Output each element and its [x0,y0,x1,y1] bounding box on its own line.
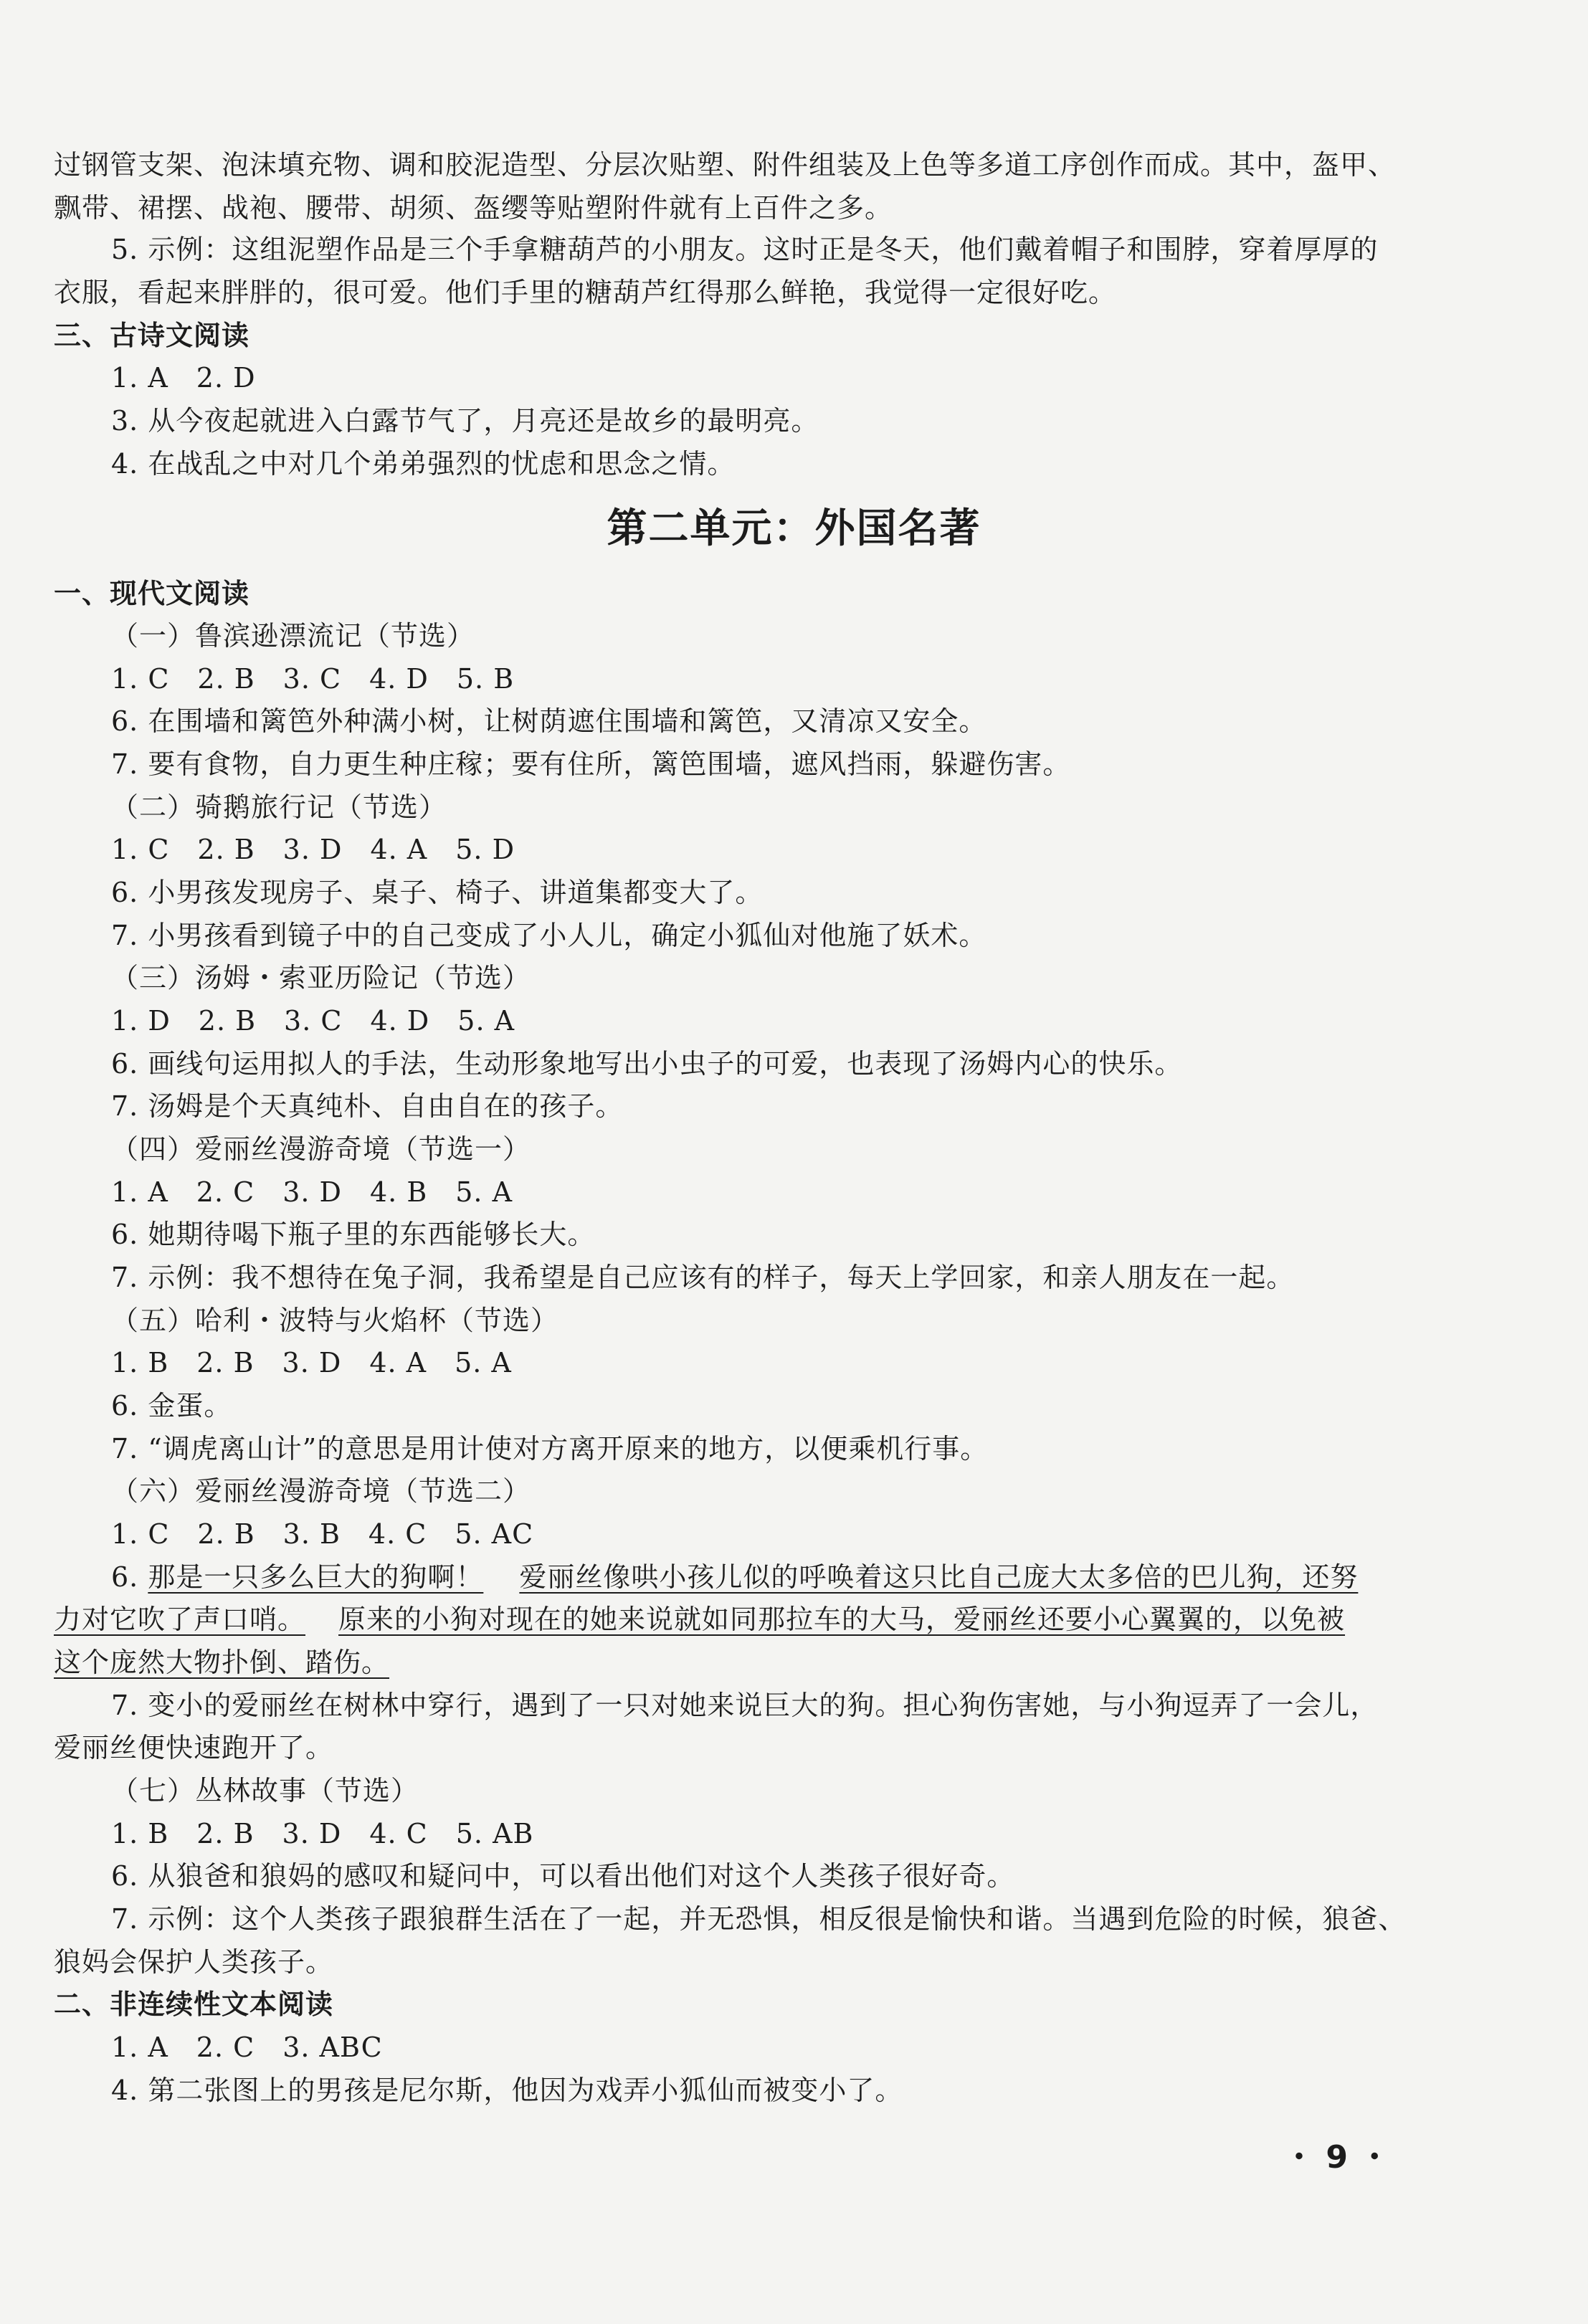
section-1-choices: 1. C 2. B 3. C 4. D 5. B [111,663,515,695]
section-2-answer-7: 7. 小男孩看到镜子中的自己变成了小人儿，确定小狐仙对他施了妖术。 [111,920,987,951]
underlined-sentence-3b: 这个庞然大物扑倒、踏伤。 [54,1647,390,1678]
underlined-sentence-2a: 爱丽丝像哄小孩儿似的呼唤着这只比自己庞大太多倍的巴儿狗，还努 [519,1561,1359,1593]
noncontinuous-answer-4: 4. 第二张图上的男孩是尼尔斯，他因为戏弄小狐仙而被变小了。 [111,2075,903,2106]
poetry-answer-4: 4. 在战乱之中对几个弟弟强烈的忧虑和思念之情。 [111,448,736,480]
noncontinuous-answer-1-3: 1. A 2. C 3. ABC [111,2032,383,2063]
section-7-title: （七）丛林故事（节选） [111,1775,419,1806]
section-1-answer-7: 7. 要有食物，自力更生种庄稼；要有住所，篱笆围墙，遮风挡雨，躲避伤害。 [111,748,1071,780]
section-6-title: （六）爱丽丝漫游奇境（节选二） [111,1475,531,1507]
section-5-answer-7: 7. “调虎离山计”的意思是用计使对方离开原来的地方，以便乘机行事。 [111,1433,989,1465]
section-6-answer-6-line-2 [54,1601,1345,1637]
section-7-answer-6: 6. 从狼爸和狼妈的感叹和疑问中，可以看出他们对这个人类孩子很好奇。 [111,1860,1015,1892]
section-5-title: （五）哈利・波特与火焰杯（节选） [111,1305,559,1336]
poetry-answer-1-2: 1. A 2. D [111,362,256,394]
poetry-heading: 三、古诗文阅读 [54,320,250,351]
intro-q5-line-1: 5. 示例：这组泥塑作品是三个手拿糖葫芦的小朋友。这时正是冬天，他们戴着帽子和围脖，穿着厚厚的 [111,234,1379,265]
section-4-answer-7: 7. 示例：我不想待在兔子洞，我希望是自己应该有的样子，每天上学回家，和亲人朋友在一起。 [111,1262,1295,1293]
section-3-answer-7: 7. 汤姆是个天真纯朴、自由自在的孩子。 [111,1090,624,1122]
section-7-choices: 1. B 2. B 3. D 4. C 5. AB [111,1818,534,1849]
section-6-answer-7-line-2: 爱丽丝便快速跑开了。 [54,1732,334,1763]
section-2-answer-6: 6. 小男孩发现房子、桌子、椅子、讲道集都变大了。 [111,877,764,908]
intro-q5-line-2: 衣服，看起来胖胖的，很可爱。他们手里的糖葫芦红得那么鲜艳，我觉得一定很好吃。 [54,277,1117,308]
section-6-answer-6-line-1 [111,1559,1358,1595]
intro-line-2: 飘带、裙摆、战袍、腰带、胡须、盔缨等贴塑附件就有上百件之多。 [54,192,893,224]
section-3-title: （三）汤姆・索亚历险记（节选） [111,962,531,994]
section-4-title: （四）爱丽丝漫游奇境（节选一） [111,1133,531,1165]
section-2-choices: 1. C 2. B 3. D 4. A 5. D [111,834,515,865]
underlined-sentence-3a: 原来的小狗对现在的她来说就如同那拉车的大马，爱丽丝还要小心翼翼的，以免被 [338,1604,1346,1635]
section-6-answer-7-line-1: 7. 变小的爱丽丝在树林中穿行，遇到了一只对她来说巨大的狗。担心狗伤害她，与小狗逗弄了一会儿， [111,1690,1379,1721]
modern-reading-heading: 一、现代文阅读 [54,578,250,609]
section-1-title: （一）鲁滨逊漂流记（节选） [111,620,475,652]
poetry-answer-3: 3. 从今夜起就进入白露节气了，月亮还是故乡的最明亮。 [111,405,819,437]
section-6-answer-6-line-3 [54,1644,389,1680]
section-1-answer-6: 6. 在围墙和篱笆外种满小树，让树荫遮住围墙和篱笆，又清凉又安全。 [111,705,987,737]
page-number: ・ 9 ・ [1283,2139,1391,2176]
section-3-choices: 1. D 2. B 3. C 4. D 5. A [111,1005,515,1037]
underlined-sentence-2b: 力对它吹了声口哨。 [54,1604,306,1635]
underlined-sentence-1: 那是一只多么巨大的狗啊！ [148,1561,484,1593]
noncontinuous-heading: 二、非连续性文本阅读 [54,1989,334,2020]
section-6-choices: 1. C 2. B 3. B 4. C 5. AC [111,1518,534,1550]
section-2-title: （二）骑鹅旅行记（节选） [111,791,447,823]
section-7-answer-7-line-2: 狼妈会保护人类孩子。 [54,1946,334,1978]
section-4-answer-6: 6. 她期待喝下瓶子里的东西能够长大。 [111,1219,596,1250]
section-6-answer-6-number: 6. [111,1561,148,1593]
intro-line-1: 过钢管支架、泡沫填充物、调和胶泥造型、分层次贴塑、附件组装及上色等多道工序创作而成。其中，盔甲、 [54,149,1397,181]
section-7-answer-7-line-1: 7. 示例：这个人类孩子跟狼群生活在了一起，并无恐惧，相反很是愉快和谐。当遇到危险的时候，狼爸、 [111,1903,1407,1935]
section-5-choices: 1. B 2. B 3. D 4. A 5. A [111,1347,512,1378]
section-4-choices: 1. A 2. C 3. D 4. B 5. A [111,1176,513,1208]
section-5-answer-6: 6. 金蛋。 [111,1390,232,1421]
section-3-answer-6: 6. 画线句运用拟人的手法，生动形象地写出小虫子的可爱，也表现了汤姆内心的快乐。 [111,1048,1183,1080]
unit-title: 第二单元：外国名著 [607,505,981,552]
